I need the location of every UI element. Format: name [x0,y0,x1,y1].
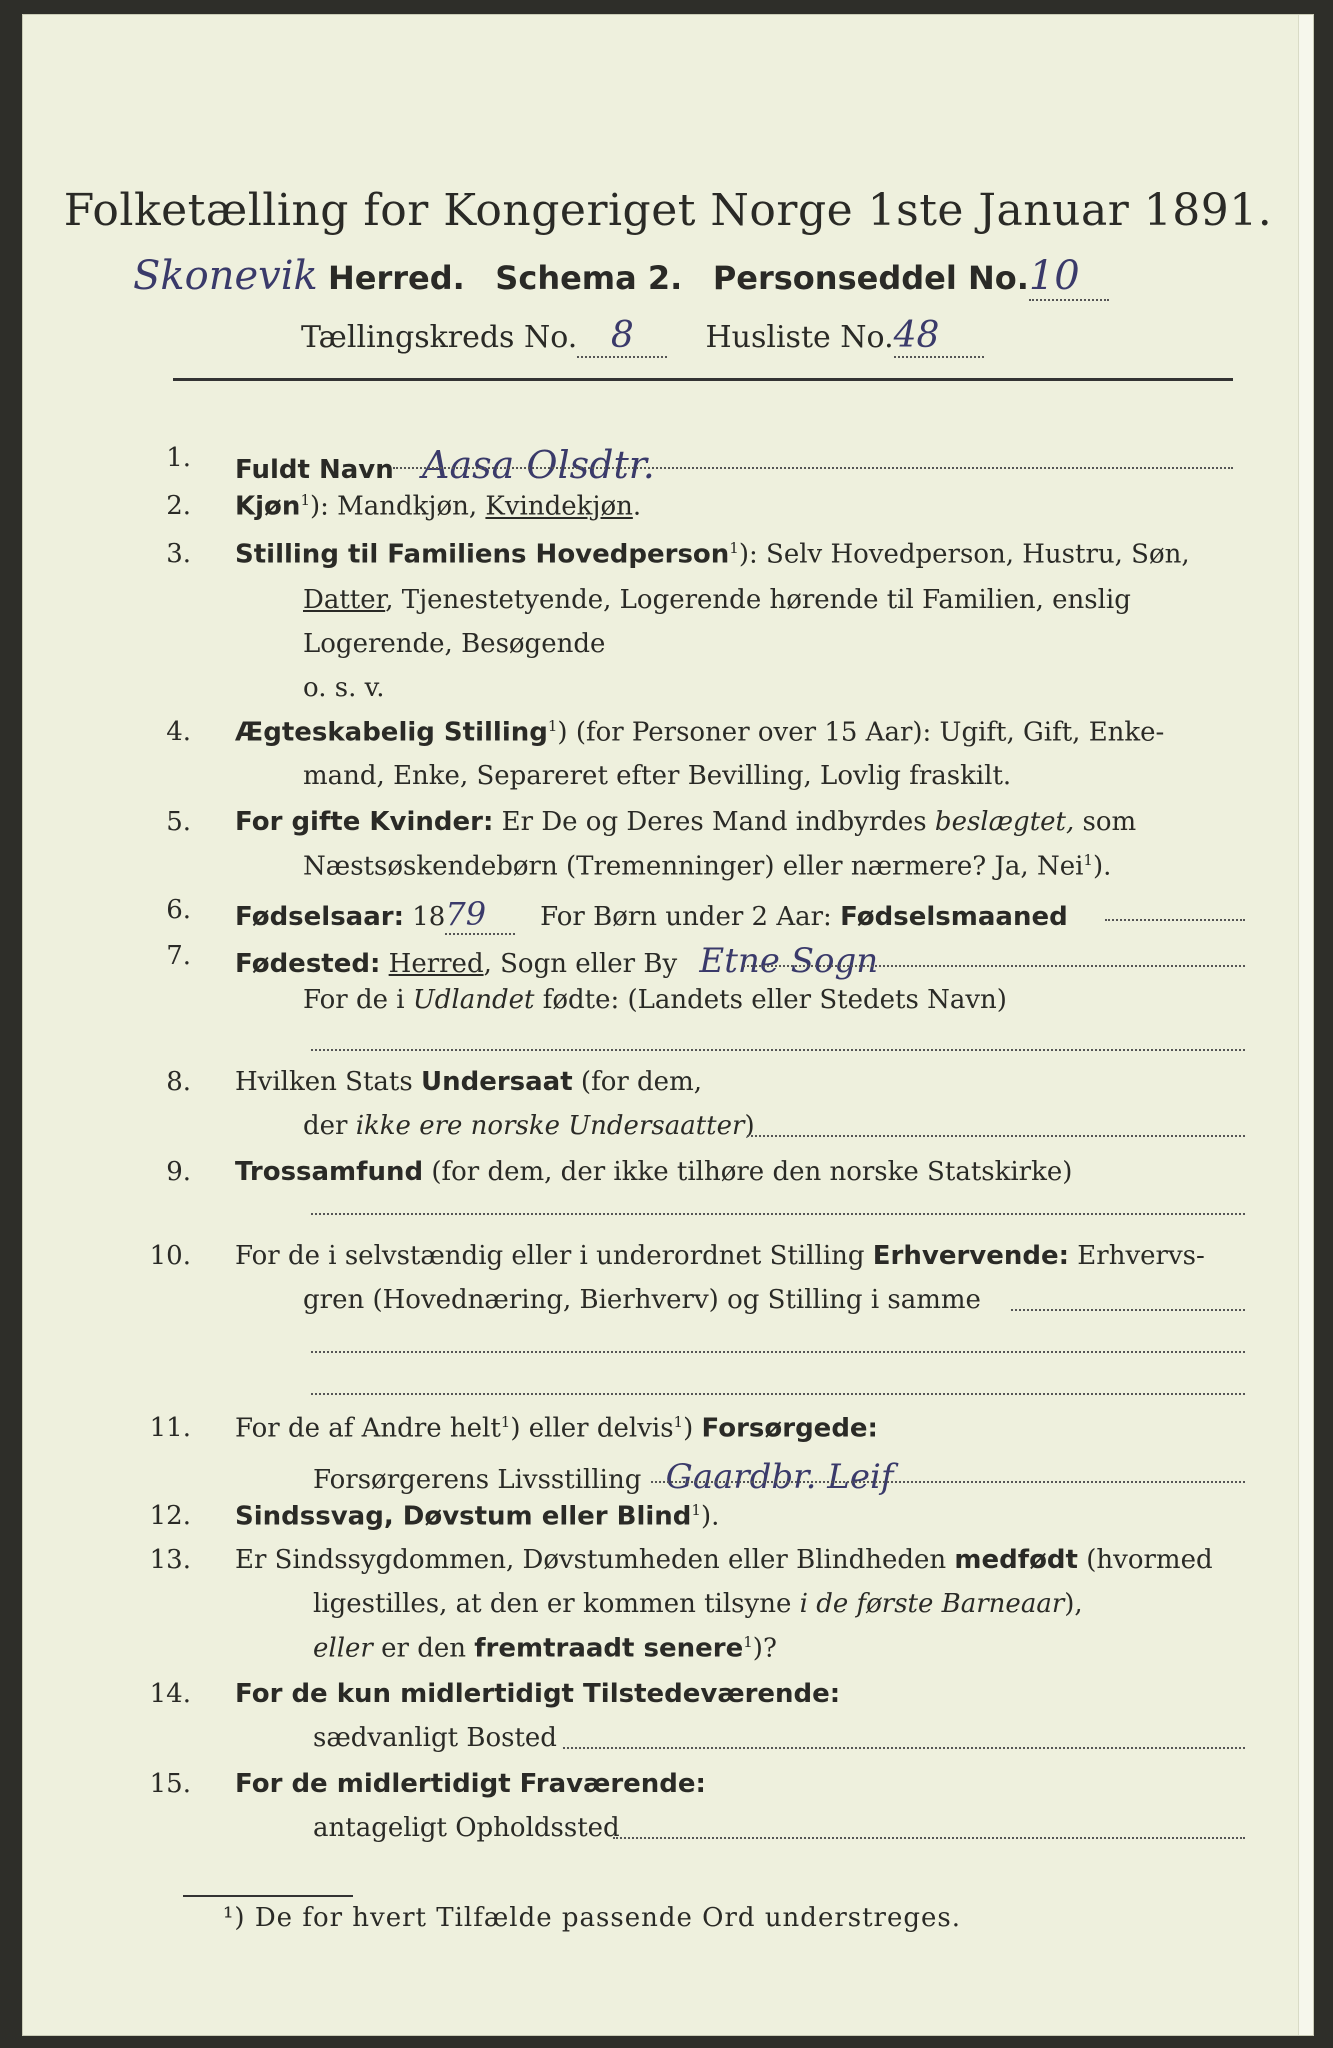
item-number: 4. [166,717,191,747]
item-number: 7. [166,941,191,971]
footnote: ¹) De for hvert Tilfælde passende Ord understreges. [223,1903,962,1933]
q7-line2 [303,985,1007,1015]
q13-line3-italic: eller [313,1633,373,1664]
q2-end: . [632,491,642,522]
q9-text: (for dem, der ikke tilhøre den norske Statskirke) [431,1157,1073,1187]
q11-text: For de af Andre helt [235,1413,501,1444]
taellingskreds-number: 8 [577,315,667,358]
item-number: 1. [166,443,191,473]
item-number: 9. [166,1157,191,1187]
item-number: 13. [149,1545,191,1575]
q2-label: Kjøn [235,491,301,522]
q12-end: ). [700,1501,720,1532]
q8-text-b: (for dem, [580,1067,702,1097]
q10-text: For de i selvstændig eller i underordnet Stilling [235,1241,865,1271]
q3-text: ): Selv Hovedperson, Hustru, Søn, [738,539,1190,570]
q6-handwritten-year: 79 [445,895,515,935]
q13-line3: eller er den fremtraadt senere$^1$)? [313,1633,777,1664]
item-number: 11. [149,1413,191,1443]
q5-row [235,807,1136,837]
q8-line2 [303,1111,755,1141]
q5-line2-text: Næstsøskendebørn (Tremenninger) eller nærmere? Ja, Nei [303,851,1084,882]
q6-label: Fødselsaar: [235,902,404,932]
husliste-label: Husliste No. [705,320,894,355]
q11-line2 [313,1457,893,1497]
q13-line3b: )? [752,1633,777,1664]
q5-italic: beslægtet, [934,807,1075,837]
item-number: 2. [166,491,191,521]
q8-bold: Undersaat [420,1067,573,1097]
q14-label: For de kun midlertidigt Tilstedeværende: [235,1679,841,1709]
q10-bold: Erhvervende: [872,1241,1070,1271]
kreds-row [301,315,984,358]
q3-line2 [303,585,1131,615]
q13-line3a: er den [381,1633,466,1664]
q13-line2 [313,1589,1083,1619]
q5-end: som [1082,807,1137,837]
q6-dotline [1105,919,1245,921]
q6-row [235,895,1068,935]
q2-row [235,491,641,522]
husliste-number: 48 [894,315,984,358]
paper-edge [1298,15,1313,2035]
q5-text: Er De og Deres Mand indbyrdes [501,807,927,837]
q15-dotline [613,1837,1245,1839]
herred-row [133,253,1109,301]
q4-row: Ægteskabelig Stilling$^1$) (for Personer over 15 Aar): Ugift, Gift, Enke- [235,717,1165,748]
q15-row [235,1769,706,1799]
q10-line2: gren (Hovednæring, Bierhverv) og Stilling i samme [303,1285,981,1315]
q11-line2-text: Forsørgerens Livsstilling [313,1465,642,1495]
herred-label: Herred. [327,259,465,297]
personseddel-label: Personseddel No. [712,259,1029,297]
q7-line2-italic: Udlandet [412,985,535,1015]
q3-line2-text: , Tjenestetyende, Logerende hørende til Familien, enslig [385,585,1131,615]
item-number: 10. [149,1241,191,1271]
q7-dotline [743,965,1245,967]
q13-row [235,1545,1213,1575]
q13-line2b: ), [1064,1589,1083,1619]
q13-line3-bold: fremtraadt senere [474,1633,744,1664]
q3-line3: Logerende, Besøgende [303,629,606,659]
q7-label: Fødested: [235,949,381,979]
q1-row [235,443,655,487]
q11-handwritten: Gaardbr. Leif [665,1457,894,1497]
q4-line2: mand, Enke, Separeret efter Bevilling, Lovlig fraskilt. [303,761,1012,791]
q5-label: For gifte Kvinder: [235,807,494,837]
q9-dotline [311,1213,1245,1215]
q9-label: Trossamfund [235,1157,424,1187]
q12-row: Sindssvag, Døvstum eller Blind$^1$). [235,1501,720,1532]
q10-dotline-1 [1011,1309,1245,1311]
q13-text: Er Sindssygdommen, Døvstumheden eller Blindheden [235,1545,947,1575]
q3-row: Stilling til Familiens Hovedperson$^1$): Selv Hovedperson, Hustru, Søn, [235,539,1190,570]
item-number: 15. [149,1769,191,1799]
q1-label: Fuldt Navn [235,455,394,485]
schema-label: Schema 2. [495,259,683,297]
form-title: Folketælling for Kongeriget Norge 1ste Januar 1891. [63,185,1273,236]
q8-text: Hvilken Stats [235,1067,413,1097]
q14-line2: sædvanligt Bosted [313,1723,557,1753]
personseddel-number: 10 [1029,253,1109,301]
q2-sup: 1 [300,491,310,509]
q3-label: Stilling til Familiens Hovedperson [235,539,730,570]
q7-line2a: For de i [303,985,405,1015]
q6-label2: Fødselsmaaned [840,902,1068,932]
footnote-rule [183,1895,353,1897]
q4-label: Ægteskabelig Stilling [235,717,548,748]
q11-bold: Forsørgede: [701,1413,878,1444]
q8-row [235,1067,702,1097]
q13-text-b: (hvormed [1086,1545,1213,1575]
item-number: 12. [149,1501,191,1531]
census-form [22,14,1314,2036]
q14-dotline [563,1747,1245,1749]
q8-line2-italic: ikke ere norske Undersaatter [355,1111,745,1141]
q6-text: For Børn under 2 Aar: [540,902,832,932]
q14-row [235,1679,840,1709]
q7-row [235,941,878,981]
q4-text: ) (for Personer over 15 Aar): Ugift, Gift, Enke- [557,717,1165,748]
q15-line2: antageligt Opholdssted [313,1813,620,1843]
q9-row [235,1157,1072,1187]
q5-line2: Næstsøskendebørn (Tremenninger) eller nærmere? Ja, Nei$^1$). [303,851,1112,882]
q10-text-b: Erhvervs- [1077,1241,1205,1271]
q3-underlined: Datter [303,585,386,615]
header-rule [173,378,1233,381]
q7-handwritten-place: Etne Sogn [699,941,879,981]
q6-prefix: 18 [412,902,446,932]
q7-underlined: Herred [388,949,484,979]
q11-dotline [651,1481,1245,1483]
q8-line2a: der [303,1111,348,1141]
q10-row [235,1241,1205,1271]
herred-handwritten: Skonevik [133,253,318,299]
item-number: 5. [166,807,191,837]
q2-underlined: Kvindekjøn [485,491,633,522]
q10-dotline-3 [311,1393,1245,1395]
q1-handwritten-name: Aasa Olsdtr. [422,443,655,487]
q12-label: Sindssvag, Døvstum eller Blind [235,1501,692,1532]
q2-text: ): Mandkjøn, [309,491,478,522]
q10-dotline-2 [311,1351,1245,1353]
q8-line2b: ) [744,1111,755,1141]
q11-text-b: ) eller delvis [510,1413,674,1444]
q13-bold: medfødt [954,1545,1078,1575]
q8-dotline [747,1135,1245,1137]
item-number: 14. [149,1679,191,1709]
q7-line2b: fødte: (Landets eller Stedets Navn) [542,985,1007,1015]
q13-line2a: ligestilles, at den er kommen tilsyne [313,1589,792,1619]
q15-label: For de midlertidigt Fraværende: [235,1769,706,1799]
q7-text: , Sogn eller By [483,949,678,979]
item-number: 3. [166,539,191,569]
q3-line4: o. s. v. [303,673,385,703]
taellingskreds-label: Tællingskreds No. [301,320,578,355]
q1-dotline [393,467,1233,469]
q7-foreign-dotline [311,1049,1245,1051]
item-number: 8. [166,1067,191,1097]
q13-line2-italic: i de første Barneaar [799,1589,1065,1619]
q11-row: For de af Andre helt$^1$) eller delvis$^1$) Forsørgede: [235,1413,878,1444]
item-number: 6. [166,895,191,925]
